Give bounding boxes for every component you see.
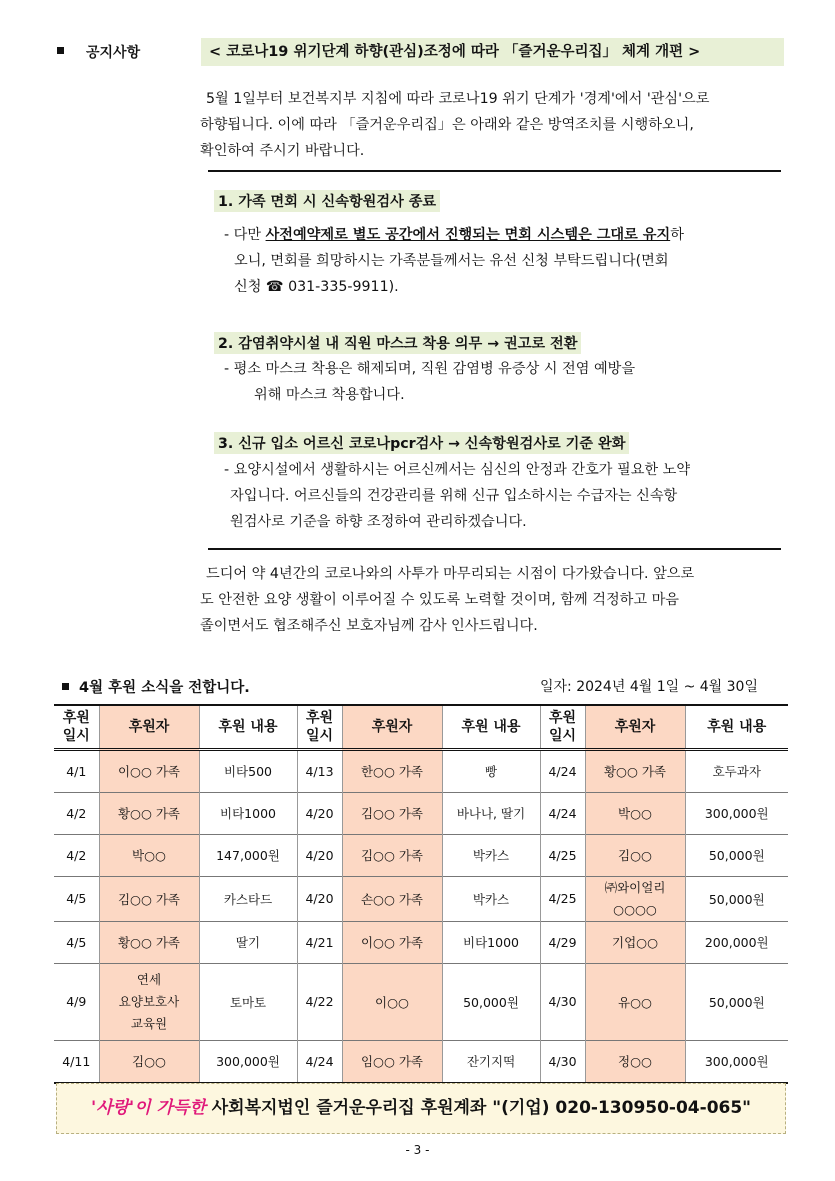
sponsor-cell: 4/5 [66,891,87,906]
sponsor-header-cell: 후원자 [342,705,442,749]
sponsor-cell: 토마토 [199,963,297,1040]
sponsor-header-cell: 후원 내용 [442,705,540,749]
sponsor-cell: 김○○ [99,1040,199,1083]
sponsor-cell: 카스타드 [199,876,297,921]
sponsor-table [54,704,788,1084]
sponsor-cell: 딸기 [199,921,297,963]
sponsor-cell: 황○○ 가족 [585,749,685,792]
sponsor-row [54,921,788,963]
sponsor-cell: 빵 [442,749,540,792]
sponsor-cell: 4/13 [297,749,342,792]
section-2-title: 2. 감염취약시설 내 직원 마스크 착용 의무 → 권고로 전환 [214,332,581,354]
sponsor-cell: 바나나, 딸기 [442,792,540,834]
sponsor-cell: 4/29 [540,921,585,963]
section-2-line: - 평소 마스크 착용은 해제되며, 직원 감염병 유증상 시 전염 예방을 [224,361,636,377]
sponsor-cell: 4/20 [297,834,342,876]
sponsor-cell: 300,000원 [685,1040,788,1083]
sponsor-cell: 박카스 [442,834,540,876]
sponsor-cell: 호두과자 [685,749,788,792]
sponsor-cell: 박○○ [585,792,685,834]
sponsor-cell: 4/25 [540,834,585,876]
sponsor-cell: 4/30 [540,1040,585,1083]
sponsor-cell: 유○○ [585,963,685,1040]
sponsor-row [54,792,788,834]
section-3-body [224,457,780,535]
sponsor-cell: 4/20 [297,792,342,834]
section-1-line: 신청 ☎ 031-335-9911). [234,279,399,295]
intro-paragraph [200,86,784,164]
sponsor-header-cell: 후원 일시 [297,705,342,749]
sponsor-cell: 4/24 [540,792,585,834]
sponsor-header-cell: 후원 일시 [540,705,585,749]
notice-title: < 코로나19 위기단계 하향(관심)조정에 따라 「즐거운우리집」 체계 개편 > [201,38,784,66]
section-2-line: 위해 마스크 착용합니다. [254,387,405,403]
intro-line: 5월 1일부터 보건복지부 지침에 따라 코로나19 위기 단계가 '경계'에서 '관심'으로 [206,91,710,107]
section-1-title: 1. 가족 면회 시 신속항원검사 종료 [214,190,440,212]
sponsor-cell: 50,000원 [685,876,788,921]
sponsor-cell: 300,000원 [199,1040,297,1083]
sponsor-cell: 박카스 [442,876,540,921]
sponsor-cell: 147,000원 [199,834,297,876]
sponsor-cell: ㈜와이얼리 ○○○○ [585,876,685,921]
sponsor-cell: 임○○ 가족 [342,1040,442,1083]
sponsor-header-cell: 후원 일시 [62,709,90,744]
sponsor-cell: 이○○ 가족 [342,921,442,963]
section-1-body [224,222,780,300]
sponsor-cell: 50,000원 [685,963,788,1040]
sponsor-cell: 손○○ 가족 [342,876,442,921]
sponsor-cell: 한○○ 가족 [342,749,442,792]
sponsor-cell: 4/25 [540,876,585,921]
sponsor-cell: 4/5 [66,934,87,950]
sponsor-cell: 비타500 [199,749,297,792]
sponsor-cell: 4/21 [297,921,342,963]
sponsor-cell: 300,000원 [685,792,788,834]
divider-top [208,170,781,172]
section-2-body [224,356,780,408]
sponsor-row [54,749,788,792]
sponsor-cell: 황○○ 가족 [99,921,199,963]
sponsor-cell: 50,000원 [442,963,540,1040]
sponsor-cell: 김○○ 가족 [99,876,199,921]
sponsor-cell: 비타1000 [199,792,297,834]
sponsor-cell: 4/24 [297,1040,342,1083]
page-number: - 3 - [405,1143,430,1157]
sponsor-cell: 이○○ 가족 [99,749,199,792]
sponsor-date-range: 일자: 2024년 4월 1일 ~ 4월 30일 [540,679,758,695]
sponsor-cell: 연세 요양보호사 교육원 [99,963,199,1040]
sponsor-cell: 4/9 [66,994,87,1009]
sponsor-cell: 50,000원 [685,834,788,876]
sponsor-cell: 잔기지떡 [442,1040,540,1083]
closing-paragraph [200,561,784,639]
sponsor-cell: 기업○○ [585,921,685,963]
sponsor-header-row [54,705,788,749]
sponsor-cell: 4/22 [297,963,342,1040]
sponsor-cell: 4/20 [297,876,342,921]
section-3-line: 원검사로 기준을 하향 조정하여 관리하겠습니다. [230,514,527,530]
section-1-emphasis: 사전예약제로 별도 공간에서 진행되는 면회 시스템은 그대로 유지 [265,227,671,243]
account-deco: '사랑'이 가득한 [90,1098,206,1118]
sponsor-cell: 비타1000 [442,921,540,963]
sponsor-bullet [62,683,69,690]
sponsor-cell: 4/24 [540,749,585,792]
closing-line: 드디어 약 4년간의 코로나와의 사투가 마무리되는 시점이 다가왔습니다. 앞으로 [206,566,695,582]
notice-bullet [57,47,64,54]
sponsor-cell: 4/30 [540,963,585,1040]
sponsor-row [54,963,788,1040]
closing-line: 도 안전한 요양 생활이 이루어질 수 있도록 노력할 것이며, 함께 걱정하고 마음 [200,592,679,608]
sponsor-cell: 200,000원 [685,921,788,963]
sponsor-cell: 4/2 [66,847,87,863]
sponsor-header-cell: 후원자 [99,705,199,749]
sponsor-row [54,834,788,876]
section-1-line: - 다만 사전예약제로 별도 공간에서 진행되는 면회 시스템은 그대로 유지하 [224,227,684,243]
sponsor-cell: 이○○ [342,963,442,1040]
sponsor-cell: 황○○ 가족 [99,792,199,834]
sponsor-row [54,876,788,921]
sponsor-heading: 4월 후원 소식을 전합니다. [79,680,250,696]
section-3-line: 자입니다. 어르신들의 건강관리를 위해 신규 입소하시는 수급자는 신속항 [230,488,678,504]
sponsor-cell: 김○○ [585,834,685,876]
account-text: 사회복지법인 즐거운우리집 후원계좌 "(기업) 020-130950-04-065" [205,1098,752,1118]
sponsor-header-cell: 후원 내용 [199,705,297,749]
sponsor-header-cell: 후원 내용 [685,705,788,749]
sponsor-cell: 박○○ [99,834,199,876]
sponsor-cell: 4/11 [62,1053,91,1069]
divider-bottom [208,548,781,550]
sponsor-cell: 정○○ [585,1040,685,1083]
sponsor-row [54,1040,788,1083]
notice-label: 공지사항 [86,45,141,61]
section-1-line: 오니, 면회를 희망하시는 가족분들께서는 유선 신청 부탁드립니다(면회 [234,253,669,269]
intro-line: 하향됩니다. 이에 따라 「즐거운우리집」은 아래와 같은 방역조치를 시행하오니, [200,117,694,133]
section-3-title: 3. 신규 입소 어르신 코로나pcr검사 → 신속항원검사로 기준 완화 [214,432,629,454]
account-banner [56,1083,786,1134]
sponsor-cell: 김○○ 가족 [342,834,442,876]
sponsor-cell: 4/1 [66,763,87,779]
intro-line: 확인하여 주시기 바랍니다. [200,143,365,159]
section-3-line: - 요양시설에서 생활하시는 어르신께서는 심신의 안정과 간호가 필요한 노약 [224,462,691,478]
sponsor-cell: 4/2 [66,805,87,821]
sponsor-cell: 김○○ 가족 [342,792,442,834]
closing-line: 졸이면서도 협조해주신 보호자님께 감사 인사드립니다. [200,618,538,634]
sponsor-header-cell: 후원자 [585,705,685,749]
